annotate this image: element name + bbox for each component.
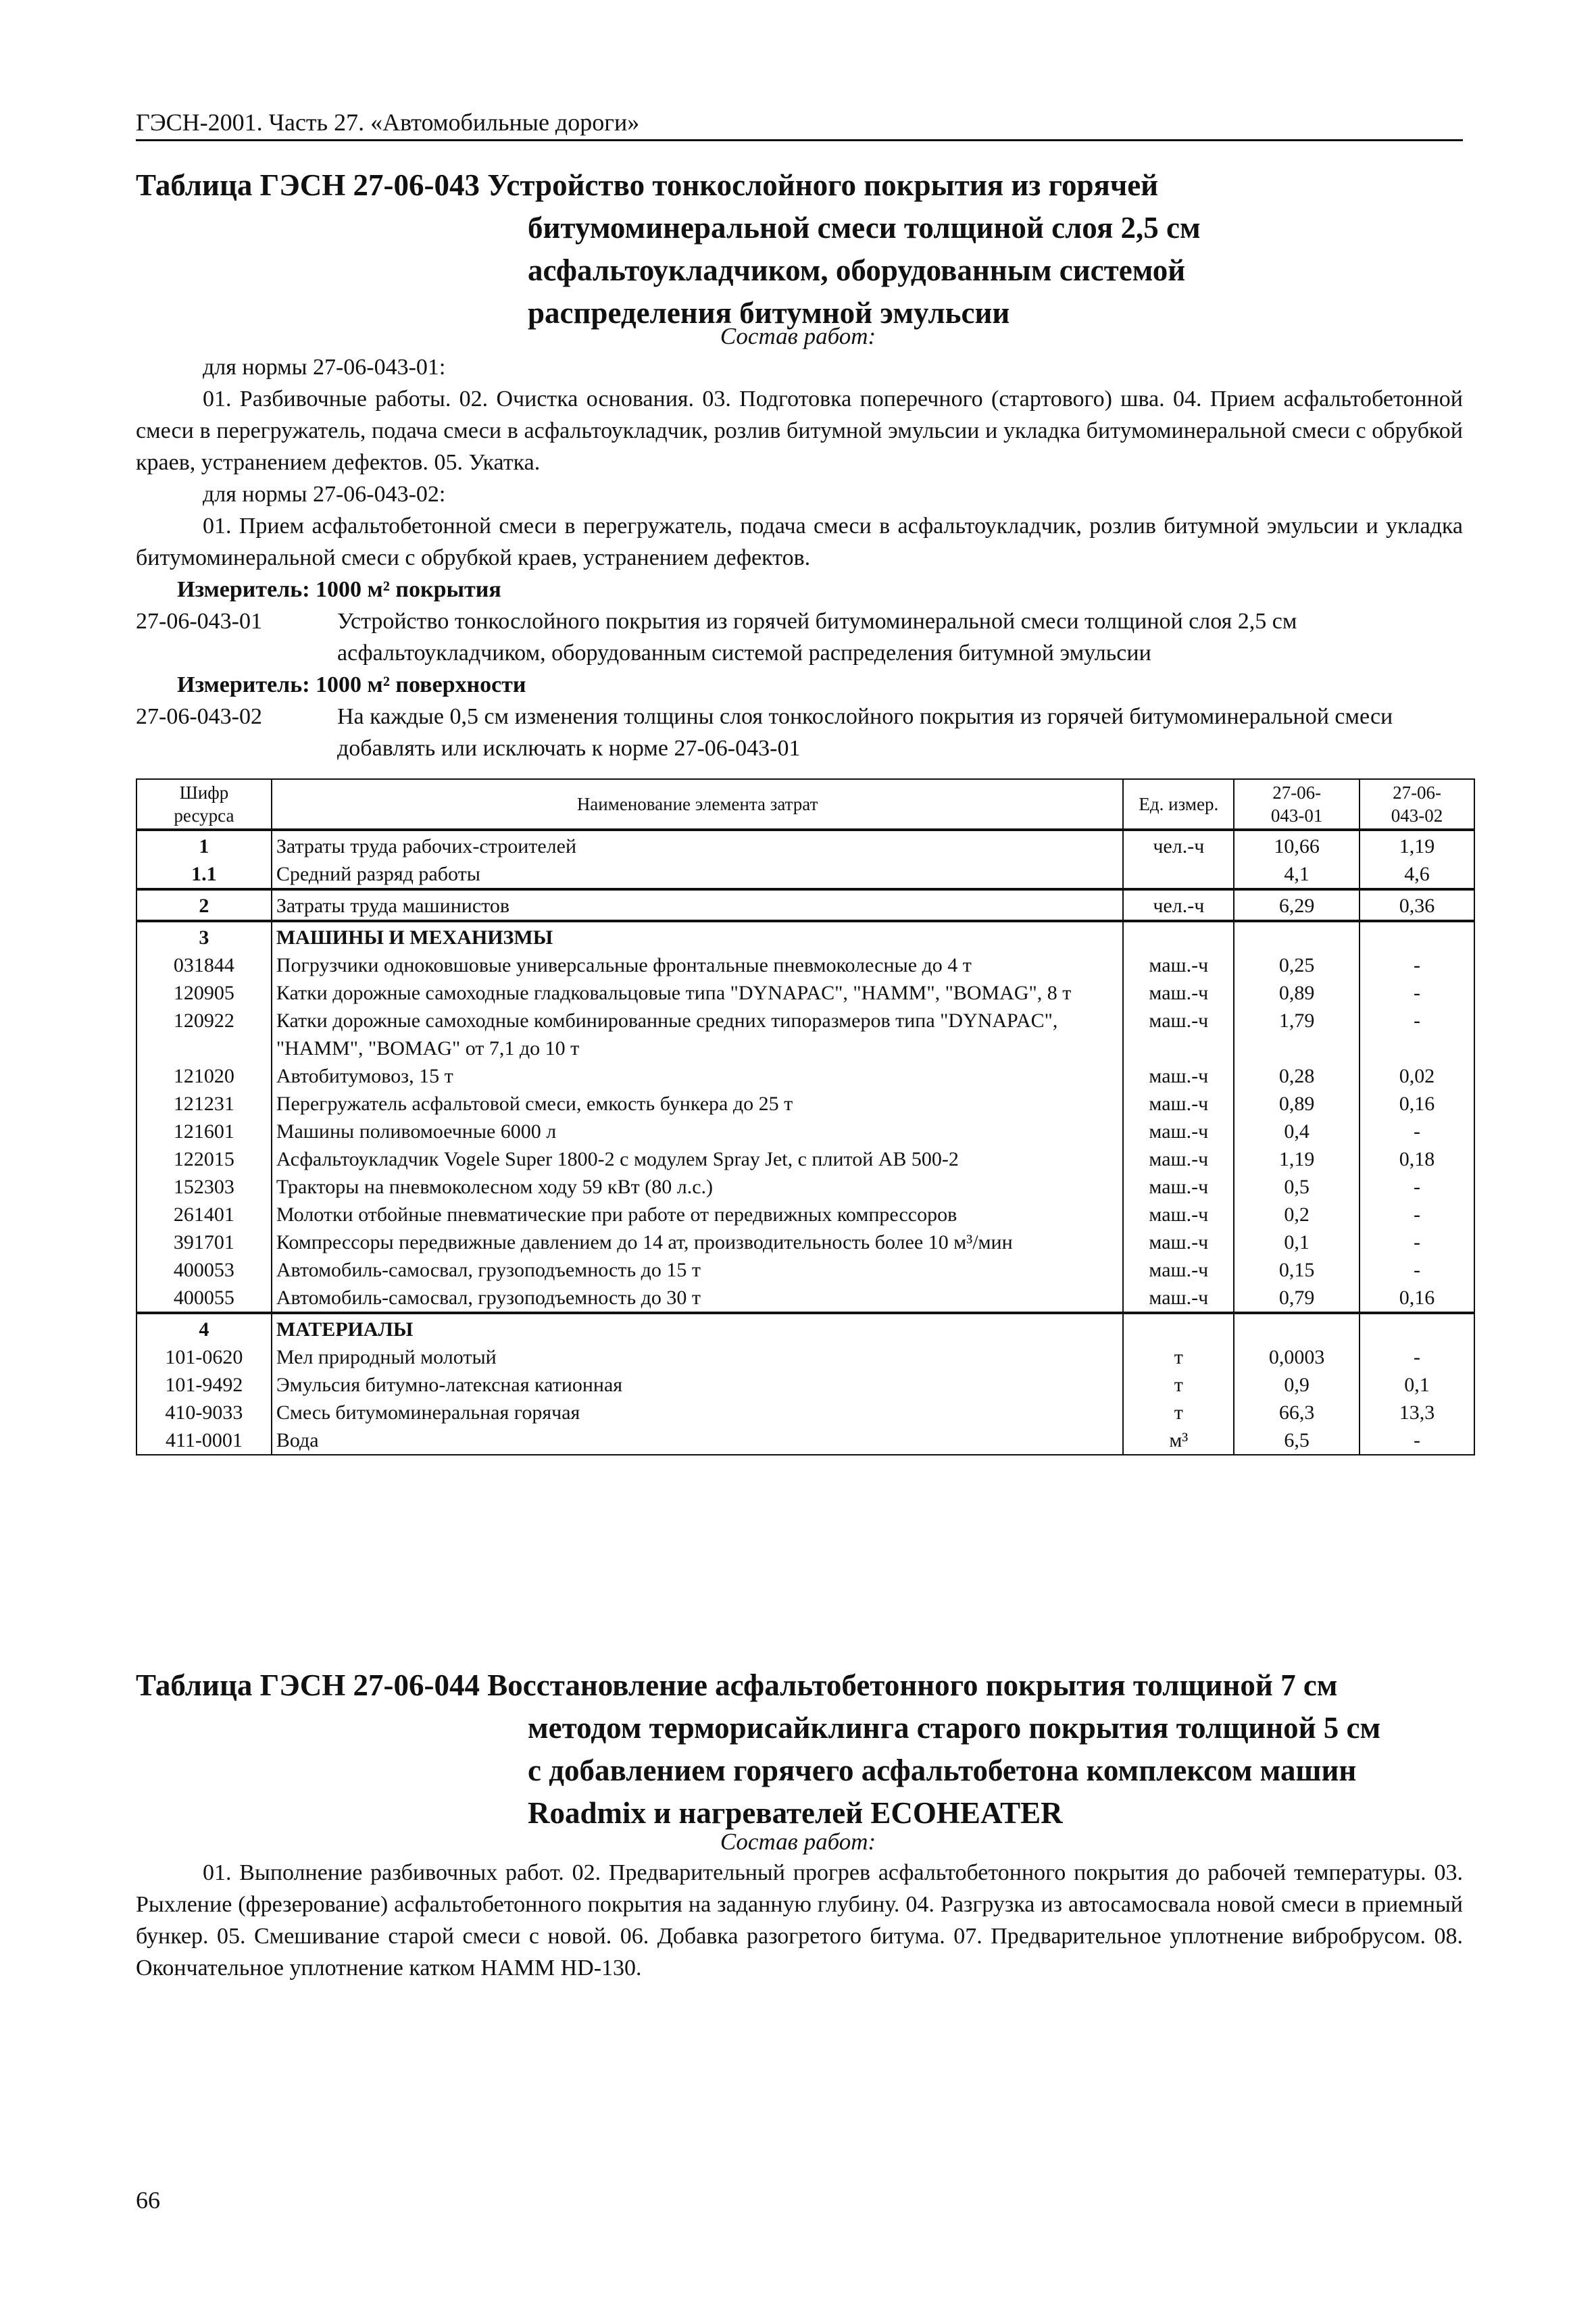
cell-norm2: 1,19 (1360, 830, 1474, 860)
cell-norm2: 0,16 (1360, 1284, 1474, 1313)
col-header-code (136, 779, 272, 830)
cell-name: Мел природный молотый (272, 1343, 1124, 1371)
cell-norm2: 0,16 (1360, 1090, 1474, 1118)
table-row (136, 1371, 1474, 1399)
cell-norm1: 0,5 (1234, 1173, 1360, 1201)
cell-name: Компрессоры передвижные давлением до 14 ат, производительность более 10 м³/мин (272, 1228, 1124, 1256)
cell-name: Вода (272, 1426, 1124, 1455)
cell-unit: т (1123, 1371, 1234, 1399)
cell-code: 120905 (136, 979, 272, 1007)
norm1-text: 01. Разбивочные работы. 02. Очистка основания. 03. Подготовка поперечного (стартового) шва. 04. Прием асфальтобетонной смеси в перегружатель, подача смеси в асфальтоукладчик, розлив битумной эмульсии и укладка битумоминеральной смеси с обрубкой краев, устранением дефектов. 05. Укатка. (136, 387, 1463, 475)
table-row (136, 1256, 1474, 1284)
table2-sostav-heading: Состав работ: (720, 1828, 876, 1855)
header-divider (136, 139, 1463, 141)
cell-unit: маш.-ч (1123, 1256, 1234, 1284)
norm-code: 27-06-043-01 (136, 609, 262, 634)
cell-norm2: - (1360, 1118, 1474, 1145)
table2-title-line: Таблица ГЭСН 27-06-044 Восстановление асфальтобетонного покрытия толщиной 7 см (136, 1668, 1338, 1702)
cell-unit: маш.-ч (1123, 1090, 1234, 1118)
cell-name: Перегружатель асфальтовой смеси, емкость бункера до 25 т (272, 1090, 1124, 1118)
cell-norm1: 66,3 (1234, 1399, 1360, 1426)
cell-unit: маш.-ч (1123, 979, 1234, 1007)
cell-name: МАШИНЫ И МЕХАНИЗМЫ (272, 921, 1124, 951)
table2-title-line: с добавлением горячего асфальтобетона комплексом машин (528, 1753, 1357, 1787)
norm2-label: для нормы 27-06-043-02: (203, 482, 446, 507)
page-number: 66 (136, 2187, 160, 2214)
cell-code: 400053 (136, 1256, 272, 1284)
norm-code-text: На каждые 0,5 см изменения толщины слоя тонкослойного покрытия из горячей битумоминеральной смеси добавлять или исключать к норме 27-06-043-01 (337, 704, 1393, 761)
cell-name: Асфальтоукладчик Vogele Super 1800-2 с модулем Spray Jet, с плитой AB 500-2 (272, 1145, 1124, 1173)
table-group (136, 1313, 1474, 1455)
cell-unit: чел.-ч (1123, 830, 1234, 860)
cell-unit: маш.-ч (1123, 1118, 1234, 1145)
col-header-unit: Ед. измер. (1123, 779, 1234, 830)
cell-norm2: 0,18 (1360, 1145, 1474, 1173)
table1-title-line: распределения битумной эмульсии (528, 296, 1010, 330)
section-row (136, 921, 1474, 951)
cell-code: 261401 (136, 1201, 272, 1228)
cell-unit: маш.-ч (1123, 1201, 1234, 1228)
table-row (136, 1090, 1474, 1118)
cell-norm2: 13,3 (1360, 1399, 1474, 1426)
table-row (136, 979, 1474, 1007)
cell-code: 410-9033 (136, 1399, 272, 1426)
cell-norm2 (1360, 921, 1474, 951)
cell-norm1: 0,28 (1234, 1062, 1360, 1090)
cell-name: Автомобиль-самосвал, грузоподъемность до 30 т (272, 1284, 1124, 1313)
table1-title (136, 164, 1463, 334)
table-row (136, 1062, 1474, 1090)
col-header-text: ресурса (174, 805, 234, 826)
cell-code: 120922 (136, 1007, 272, 1062)
cell-norm2: 0,1 (1360, 1371, 1474, 1399)
cell-code: 1 (136, 830, 272, 860)
table-row (136, 951, 1474, 979)
cell-norm2: - (1360, 979, 1474, 1007)
cell-code: 152303 (136, 1173, 272, 1201)
meter1: Измеритель: 1000 м² покрытия (177, 577, 501, 602)
cell-name: Затраты труда машинистов (272, 889, 1124, 921)
cell-norm2: - (1360, 951, 1474, 979)
col-header-text: Шифр (179, 782, 229, 803)
cell-name: Автомобиль-самосвал, грузоподъемность до 15 т (272, 1256, 1124, 1284)
cell-unit: маш.-ч (1123, 1228, 1234, 1256)
table-header-row (136, 779, 1474, 830)
table-row (136, 1201, 1474, 1228)
table2-description (136, 1857, 1463, 1984)
table-row (136, 1007, 1474, 1062)
table-row (136, 1284, 1474, 1313)
cell-norm2: - (1360, 1201, 1474, 1228)
cell-unit: чел.-ч (1123, 889, 1234, 921)
cell-code: 122015 (136, 1145, 272, 1173)
cell-unit: т (1123, 1343, 1234, 1371)
cell-name: Автобитумовоз, 15 т (272, 1062, 1124, 1090)
cell-norm1: 1,19 (1234, 1145, 1360, 1173)
norm-code-text: Устройство тонкослойного покрытия из горячей битумоминеральной смеси толщиной слоя 2,5 см асфальтоукладчиком, оборудованным системой распределения битумной эмульсии (337, 609, 1297, 666)
cell-norm2: - (1360, 1228, 1474, 1256)
table-row (136, 1399, 1474, 1426)
section-row (136, 1313, 1474, 1343)
cell-code: 121231 (136, 1090, 272, 1118)
table-row (136, 1118, 1474, 1145)
cell-norm1: 0,25 (1234, 951, 1360, 979)
cell-name: Смесь битумоминеральная горячая (272, 1399, 1124, 1426)
cell-norm2: - (1360, 1256, 1474, 1284)
cell-norm1: 1,79 (1234, 1007, 1360, 1062)
cell-unit: маш.-ч (1123, 1284, 1234, 1313)
cell-unit: м³ (1123, 1426, 1234, 1455)
table2-title (136, 1664, 1463, 1835)
cell-code: 391701 (136, 1228, 272, 1256)
cell-name: Средний разряд работы (272, 860, 1124, 889)
table-row (136, 1228, 1474, 1256)
cell-norm2: - (1360, 1343, 1474, 1371)
cell-norm1: 0,2 (1234, 1201, 1360, 1228)
cell-name: Погрузчики одноковшовые универсальные фронтальные пневмоколесные до 4 т (272, 951, 1124, 979)
cell-name: Катки дорожные самоходные комбинированные средних типоразмеров типа "DYNAPAC", "HAMM", "BOMAG" от 7,1 до 10 т (272, 1007, 1124, 1062)
cell-norm1: 0,9 (1234, 1371, 1360, 1399)
table-row (136, 1343, 1474, 1371)
cell-unit: маш.-ч (1123, 951, 1234, 979)
col-header-text: 043-01 (1270, 805, 1323, 826)
cell-code: 4 (136, 1313, 272, 1343)
cell-norm2: 4,6 (1360, 860, 1474, 889)
table1-sostav-heading: Состав работ: (720, 323, 876, 349)
cell-norm1: 0,89 (1234, 1090, 1360, 1118)
table-group (136, 921, 1474, 1313)
cell-norm1 (1234, 1313, 1360, 1343)
cell-unit (1123, 921, 1234, 951)
cell-code: 2 (136, 889, 272, 921)
cell-unit: маш.-ч (1123, 1062, 1234, 1090)
cell-norm1: 0,79 (1234, 1284, 1360, 1313)
cell-norm2: - (1360, 1173, 1474, 1201)
cell-code: 400055 (136, 1284, 272, 1313)
cell-code: 3 (136, 921, 272, 951)
cell-norm1: 0,4 (1234, 1118, 1360, 1145)
table-row (136, 1173, 1474, 1201)
col-header-norm2 (1360, 779, 1474, 830)
cell-norm2: 0,36 (1360, 889, 1474, 921)
table-row (136, 830, 1474, 860)
table1-title-line: Таблица ГЭСН 27-06-043 Устройство тонкослойного покрытия из горячей (136, 168, 1159, 202)
cell-norm2: 0,02 (1360, 1062, 1474, 1090)
cell-norm1: 0,15 (1234, 1256, 1360, 1284)
table2-title-line: Roadmix и нагревателей ECOHEATER (528, 1796, 1063, 1830)
table2-text: 01. Выполнение разбивочных работ. 02. Предварительный прогрев асфальтобетонного покрытия до рабочей температуры. 03. Рыхление (фрезерование) асфальтобетонного покрытия на заданную глубину. 04. Разгрузка из автосамосвала новой смеси в приемный бункер. 05. Смешивание старой смеси с новой. 06. Добавка разогретого битума. 07. Предварительное уплотнение вибробрусом. 08. Окончательное уплотнение катком HAMM HD-130. (136, 1860, 1463, 1981)
table1-title-line: битумоминеральной смеси толщиной слоя 2,5 см (528, 211, 1201, 245)
cell-norm1: 10,66 (1234, 830, 1360, 860)
running-header: ГЭСН-2001. Часть 27. «Автомобильные дороги» (136, 109, 640, 136)
cell-code: 121601 (136, 1118, 272, 1145)
col-header-norm1 (1234, 779, 1360, 830)
norm-code-row (136, 701, 1463, 764)
cell-norm2 (1360, 1313, 1474, 1343)
cell-norm2: - (1360, 1007, 1474, 1062)
table-row (136, 889, 1474, 921)
table1-description (136, 351, 1463, 764)
cell-code: 411-0001 (136, 1426, 272, 1455)
cell-name: Катки дорожные самоходные гладковальцовые типа "DYNAPAC", "HAMM", "BOMAG", 8 т (272, 979, 1124, 1007)
cell-norm1: 0,89 (1234, 979, 1360, 1007)
resource-table (136, 778, 1475, 1455)
cell-unit: маш.-ч (1123, 1007, 1234, 1062)
cell-unit (1123, 1313, 1234, 1343)
cell-name: МАТЕРИАЛЫ (272, 1313, 1124, 1343)
col-header-text: 27-06- (1272, 782, 1322, 803)
cell-code: 1.1 (136, 860, 272, 889)
cell-code: 121020 (136, 1062, 272, 1090)
cell-unit: маш.-ч (1123, 1145, 1234, 1173)
table-row (136, 860, 1474, 889)
cell-name: Тракторы на пневмоколесном ходу 59 кВт (80 л.с.) (272, 1173, 1124, 1201)
cell-name: Молотки отбойные пневматические при работе от передвижных компрессоров (272, 1201, 1124, 1228)
meter2: Измеритель: 1000 м² поверхности (177, 672, 526, 697)
col-header-name: Наименование элемента затрат (272, 779, 1124, 830)
table-row (136, 1426, 1474, 1455)
col-header-text: 27-06- (1393, 782, 1442, 803)
norm1-label: для нормы 27-06-043-01: (203, 355, 446, 380)
norm2-text: 01. Прием асфальтобетонной смеси в перегружатель, подача смеси в асфальтоукладчик, розлив битумной эмульсии и укладка битумоминеральной смеси с обрубкой краев, устранением дефектов. (136, 514, 1463, 570)
table2-title-line: методом терморисайклинга старого покрытия толщиной 5 см (528, 1711, 1381, 1745)
cell-norm1: 4,1 (1234, 860, 1360, 889)
cell-code: 031844 (136, 951, 272, 979)
norm-code-row (136, 605, 1463, 669)
cell-name: Машины поливомоечные 6000 л (272, 1118, 1124, 1145)
cell-norm1: 0,0003 (1234, 1343, 1360, 1371)
table1-title-line: асфальтоукладчиком, оборудованным системой (528, 253, 1186, 287)
table-row (136, 1145, 1474, 1173)
table-group (136, 830, 1474, 889)
col-header-text: 043-02 (1391, 805, 1443, 826)
cell-name: Затраты труда рабочих-строителей (272, 830, 1124, 860)
cell-code: 101-9492 (136, 1371, 272, 1399)
cell-norm1: 0,1 (1234, 1228, 1360, 1256)
cell-norm1 (1234, 921, 1360, 951)
norm-code: 27-06-043-02 (136, 704, 262, 729)
cell-unit: маш.-ч (1123, 1173, 1234, 1201)
cell-norm1: 6,29 (1234, 889, 1360, 921)
cell-unit (1123, 860, 1234, 889)
table-group (136, 889, 1474, 921)
cell-norm2: - (1360, 1426, 1474, 1455)
cell-unit: т (1123, 1399, 1234, 1426)
cell-norm1: 6,5 (1234, 1426, 1360, 1455)
cell-name: Эмульсия битумно-латексная катионная (272, 1371, 1124, 1399)
cell-code: 101-0620 (136, 1343, 272, 1371)
